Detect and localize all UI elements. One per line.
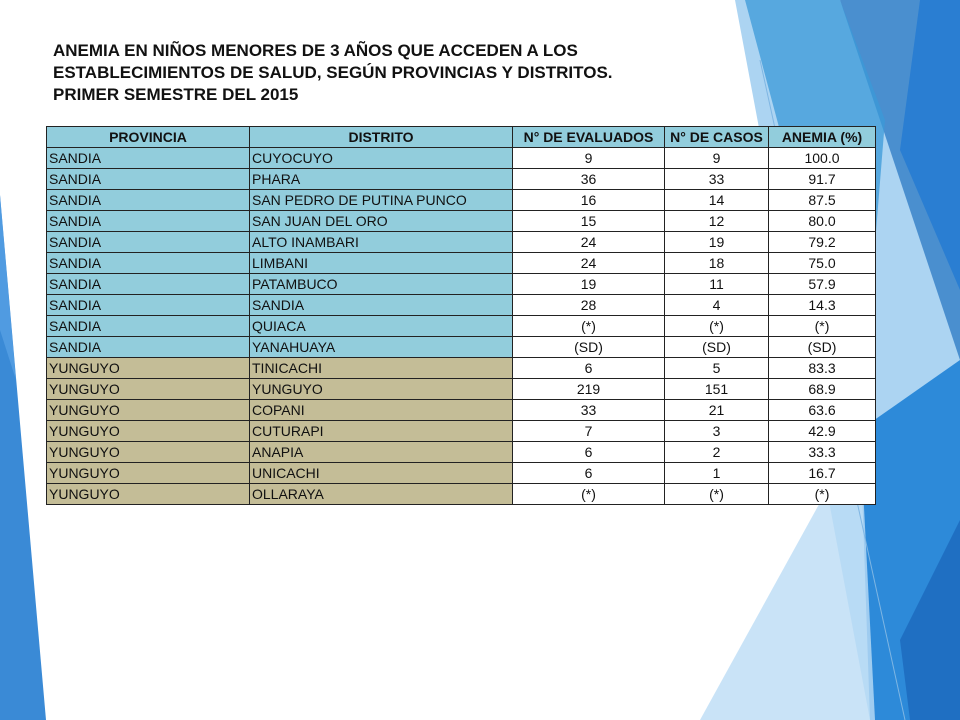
slide-title-line: ANEMIA EN NIÑOS MENORES DE 3 AÑOS QUE ACCEDEN A LOS — [53, 41, 578, 60]
table-header-row — [47, 127, 876, 148]
cell-provincia: SANDIA — [47, 337, 250, 358]
cell-anemia: 42.9 — [769, 421, 876, 442]
cell-casos: 5 — [665, 358, 769, 379]
cell-evaluados: 36 — [513, 169, 665, 190]
cell-evaluados: 6 — [513, 463, 665, 484]
cell-distrito: OLLARAYA — [250, 484, 513, 505]
table-row — [47, 211, 876, 232]
cell-distrito: PATAMBUCO — [250, 274, 513, 295]
cell-provincia: SANDIA — [47, 190, 250, 211]
cell-evaluados: 219 — [513, 379, 665, 400]
cell-provincia: SANDIA — [47, 274, 250, 295]
cell-casos: 151 — [665, 379, 769, 400]
cell-provincia: YUNGUYO — [47, 463, 250, 484]
header-casos: N° DE CASOS — [665, 127, 769, 148]
cell-casos: 9 — [665, 148, 769, 169]
header-anemia: ANEMIA (%) — [769, 127, 876, 148]
header-evaluados: N° DE EVALUADOS — [513, 127, 665, 148]
table-row — [47, 316, 876, 337]
cell-evaluados: 6 — [513, 442, 665, 463]
cell-distrito: QUIACA — [250, 316, 513, 337]
slide-title-line: ESTABLECIMIENTOS DE SALUD, SEGÚN PROVINCIAS Y DISTRITOS. — [53, 63, 613, 82]
table-row — [47, 274, 876, 295]
cell-evaluados: 33 — [513, 400, 665, 421]
cell-anemia: 63.6 — [769, 400, 876, 421]
cell-casos: (*) — [665, 316, 769, 337]
cell-casos: 1 — [665, 463, 769, 484]
cell-anemia: 33.3 — [769, 442, 876, 463]
cell-provincia: YUNGUYO — [47, 442, 250, 463]
cell-provincia: SANDIA — [47, 211, 250, 232]
slide-title-line: PRIMER SEMESTRE DEL 2015 — [53, 85, 299, 104]
cell-casos: 19 — [665, 232, 769, 253]
cell-provincia: SANDIA — [47, 169, 250, 190]
cell-casos: 3 — [665, 421, 769, 442]
cell-casos: 21 — [665, 400, 769, 421]
cell-distrito: ANAPIA — [250, 442, 513, 463]
left-ribbon-shape — [0, 195, 46, 720]
cell-casos: 18 — [665, 253, 769, 274]
table-row — [47, 295, 876, 316]
cell-evaluados: 7 — [513, 421, 665, 442]
cell-anemia: 91.7 — [769, 169, 876, 190]
table-row — [47, 232, 876, 253]
cell-anemia: 68.9 — [769, 379, 876, 400]
table-row — [47, 148, 876, 169]
cell-evaluados: 6 — [513, 358, 665, 379]
cell-anemia: (*) — [769, 316, 876, 337]
cell-provincia: SANDIA — [47, 295, 250, 316]
cell-distrito: LIMBANI — [250, 253, 513, 274]
cell-anemia: 57.9 — [769, 274, 876, 295]
table-row — [47, 484, 876, 505]
cell-provincia: YUNGUYO — [47, 400, 250, 421]
cell-evaluados: 16 — [513, 190, 665, 211]
table-row — [47, 337, 876, 358]
cell-provincia: SANDIA — [47, 253, 250, 274]
cell-casos: 11 — [665, 274, 769, 295]
cell-casos: 2 — [665, 442, 769, 463]
cell-casos: (SD) — [665, 337, 769, 358]
cell-casos: 14 — [665, 190, 769, 211]
cell-anemia: 79.2 — [769, 232, 876, 253]
cell-provincia: YUNGUYO — [47, 484, 250, 505]
table-body — [47, 148, 876, 505]
cell-anemia: 80.0 — [769, 211, 876, 232]
table-row — [47, 421, 876, 442]
cell-provincia: YUNGUYO — [47, 379, 250, 400]
cell-anemia: (SD) — [769, 337, 876, 358]
cell-anemia: 83.3 — [769, 358, 876, 379]
anemia-table — [46, 126, 876, 505]
cell-anemia: (*) — [769, 484, 876, 505]
cell-distrito: SAN PEDRO DE PUTINA PUNCO — [250, 190, 513, 211]
cell-anemia: 87.5 — [769, 190, 876, 211]
table-row — [47, 442, 876, 463]
cell-anemia: 16.7 — [769, 463, 876, 484]
cell-distrito: UNICACHI — [250, 463, 513, 484]
header-distrito: DISTRITO — [250, 127, 513, 148]
cell-distrito: TINICACHI — [250, 358, 513, 379]
table-row — [47, 379, 876, 400]
cell-evaluados: 19 — [513, 274, 665, 295]
cell-casos: (*) — [665, 484, 769, 505]
cell-evaluados: 24 — [513, 232, 665, 253]
table-row — [47, 169, 876, 190]
cell-distrito: YUNGUYO — [250, 379, 513, 400]
cell-casos: 12 — [665, 211, 769, 232]
header-provincia: PROVINCIA — [47, 127, 250, 148]
cell-evaluados: (*) — [513, 484, 665, 505]
cell-distrito: PHARA — [250, 169, 513, 190]
table-row — [47, 190, 876, 211]
cell-anemia: 75.0 — [769, 253, 876, 274]
cell-evaluados: (*) — [513, 316, 665, 337]
cell-distrito: YANAHUAYA — [250, 337, 513, 358]
table-row — [47, 463, 876, 484]
cell-distrito: ALTO INAMBARI — [250, 232, 513, 253]
cell-provincia: YUNGUYO — [47, 358, 250, 379]
cell-distrito: COPANI — [250, 400, 513, 421]
cell-provincia: YUNGUYO — [47, 421, 250, 442]
cell-evaluados: (SD) — [513, 337, 665, 358]
cell-evaluados: 24 — [513, 253, 665, 274]
cell-distrito: CUTURAPI — [250, 421, 513, 442]
cell-distrito: SAN JUAN DEL ORO — [250, 211, 513, 232]
cell-anemia: 100.0 — [769, 148, 876, 169]
cell-provincia: SANDIA — [47, 232, 250, 253]
cell-distrito: CUYOCUYO — [250, 148, 513, 169]
slide-title — [53, 40, 713, 106]
cell-casos: 4 — [665, 295, 769, 316]
cell-evaluados: 15 — [513, 211, 665, 232]
cell-evaluados: 9 — [513, 148, 665, 169]
table-row — [47, 400, 876, 421]
table-row — [47, 358, 876, 379]
cell-provincia: SANDIA — [47, 148, 250, 169]
cell-evaluados: 28 — [513, 295, 665, 316]
table-row — [47, 253, 876, 274]
cell-provincia: SANDIA — [47, 316, 250, 337]
cell-distrito: SANDIA — [250, 295, 513, 316]
cell-anemia: 14.3 — [769, 295, 876, 316]
cell-casos: 33 — [665, 169, 769, 190]
